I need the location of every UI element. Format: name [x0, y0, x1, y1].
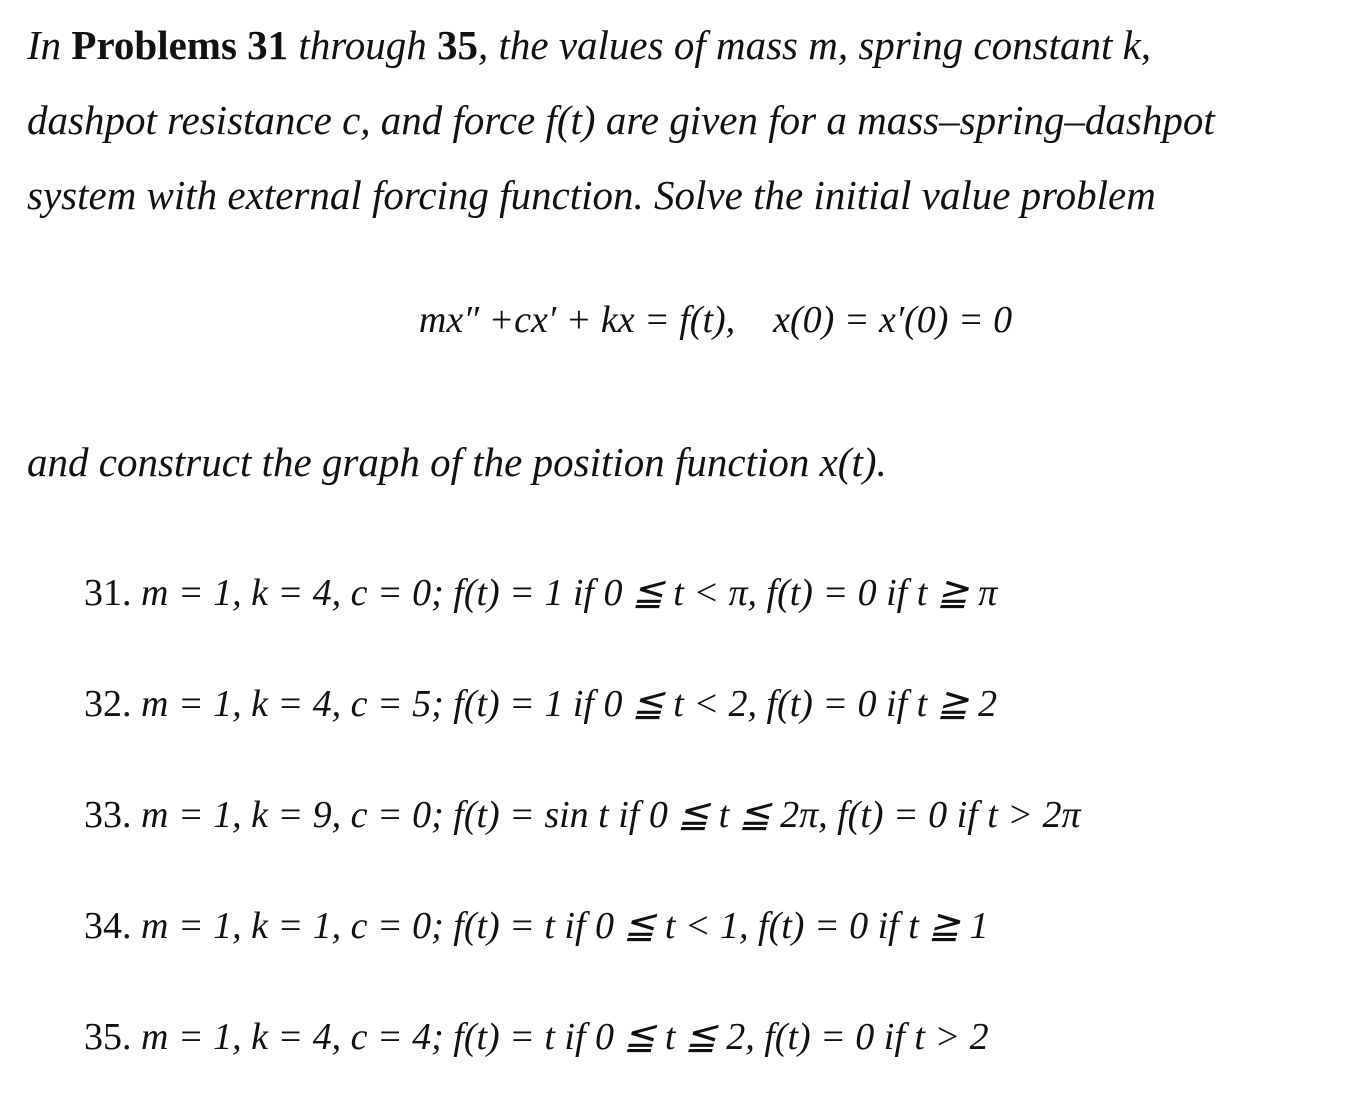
problem-statement: m = 1, k = 4, c = 0; f(t) = 1 if 0 ≦ t < π, f(t) = 0 if t ≧ π	[141, 572, 998, 614]
instructions-line-1	[27, 8, 1362, 83]
problem-number: 32.	[84, 683, 132, 725]
problem-statement: m = 1, k = 4, c = 4; f(t) = t if 0 ≦ t ≦ 2, f(t) = 0 if t > 2	[141, 1016, 989, 1058]
problem-item	[84, 893, 1081, 1004]
problem-item	[84, 782, 1081, 893]
problem-statement: m = 1, k = 9, c = 0; f(t) = sin t if 0 ≦ t ≦ 2π, f(t) = 0 if t > 2π	[141, 794, 1081, 836]
initial-value-equation: mx″ +cx′ + kx = f(t), x(0) = x′(0) = 0	[418, 299, 1013, 341]
instructions-text: through	[288, 22, 437, 68]
instructions-line-2: dashpot resistance c, and force f(t) are given for a mass–spring–dashpot	[27, 97, 1215, 143]
problem-statement: m = 1, k = 4, c = 5; f(t) = 1 if 0 ≦ t < 2, f(t) = 0 if t ≧ 2	[141, 683, 998, 725]
problem-item	[84, 671, 1081, 782]
problem-number: 34.	[84, 905, 132, 947]
problem-statement: m = 1, k = 1, c = 0; f(t) = t if 0 ≦ t < 1, f(t) = 0 if t ≧ 1	[141, 905, 989, 947]
instructions-line-3: system with external forcing function. Solve the initial value problem	[27, 172, 1156, 218]
problem-item	[84, 1004, 1081, 1115]
problem-number: 33.	[84, 794, 132, 836]
instructions-text: In	[27, 22, 72, 68]
problems-range-start: Problems 31	[71, 22, 289, 68]
problem-number: 31.	[84, 572, 132, 614]
problem-instructions	[27, 8, 1362, 233]
problem-list	[84, 560, 1081, 1115]
graph-instruction: and construct the graph of the position function x(t).	[27, 439, 887, 485]
problem-item	[84, 560, 1081, 671]
instructions-text: , the values of mass m, spring constant k,	[478, 22, 1152, 68]
problem-number: 35.	[84, 1016, 132, 1058]
problems-range-end: 35	[437, 22, 478, 68]
